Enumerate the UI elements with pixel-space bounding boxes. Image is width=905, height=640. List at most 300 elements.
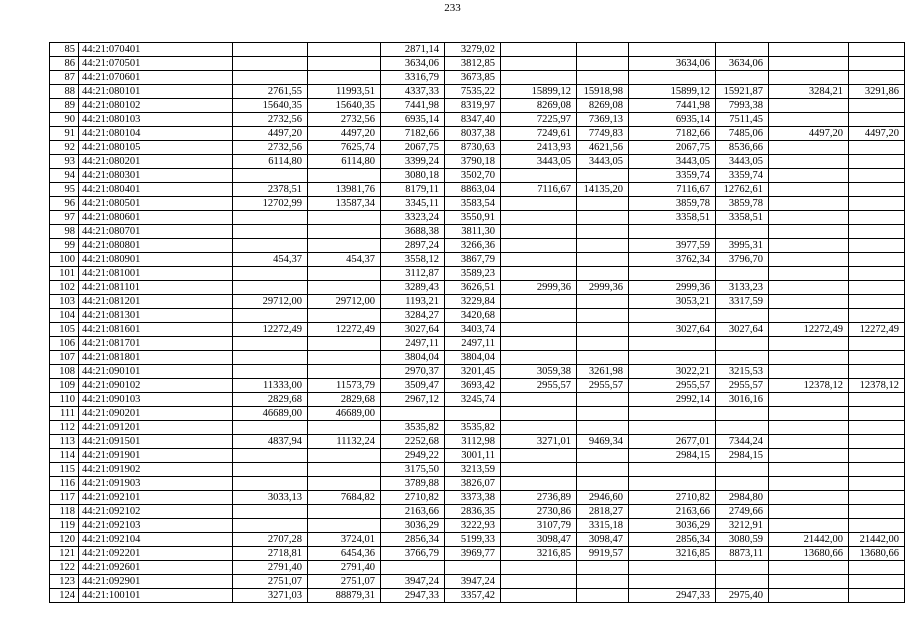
value-cell: 3826,07	[445, 477, 501, 491]
value-cell	[577, 169, 629, 183]
value-cell	[849, 99, 905, 113]
row-number-cell: 94	[50, 169, 79, 183]
value-cell: 12762,61	[716, 183, 769, 197]
value-cell: 2791,40	[308, 561, 381, 575]
cadastral-quarter-cell: 44:21:081001	[79, 267, 233, 281]
value-cell	[577, 477, 629, 491]
value-cell: 2710,82	[381, 491, 445, 505]
value-cell	[308, 421, 381, 435]
value-cell	[849, 211, 905, 225]
value-cell: 3212,91	[716, 519, 769, 533]
value-cell: 3266,36	[445, 239, 501, 253]
value-cell	[308, 57, 381, 71]
value-cell: 3535,82	[445, 421, 501, 435]
value-cell: 12272,49	[769, 323, 849, 337]
value-cell	[577, 561, 629, 575]
value-cell: 2955,57	[629, 379, 716, 393]
value-cell: 29712,00	[233, 295, 308, 309]
value-cell: 2999,36	[501, 281, 577, 295]
value-cell	[769, 267, 849, 281]
value-cell: 3216,85	[629, 547, 716, 561]
value-cell	[308, 519, 381, 533]
value-cell: 3358,51	[716, 211, 769, 225]
row-number-cell: 102	[50, 281, 79, 295]
table-row	[50, 421, 905, 435]
value-cell: 8863,04	[445, 183, 501, 197]
value-cell: 3229,84	[445, 295, 501, 309]
value-cell: 2252,68	[381, 435, 445, 449]
value-cell	[849, 589, 905, 603]
cadastral-quarter-cell: 44:21:080701	[79, 225, 233, 239]
value-cell	[629, 477, 716, 491]
table-row	[50, 575, 905, 589]
value-cell: 7344,24	[716, 435, 769, 449]
value-cell: 8347,40	[445, 113, 501, 127]
value-cell	[308, 505, 381, 519]
table-row	[50, 365, 905, 379]
cadastral-quarter-cell: 44:21:092103	[79, 519, 233, 533]
value-cell: 12702,99	[233, 197, 308, 211]
value-cell: 11573,79	[308, 379, 381, 393]
value-cell: 29712,00	[308, 295, 381, 309]
value-cell	[445, 407, 501, 421]
value-cell: 3080,59	[716, 533, 769, 547]
value-cell: 7993,38	[716, 99, 769, 113]
value-cell: 8319,97	[445, 99, 501, 113]
value-cell	[577, 337, 629, 351]
value-cell	[629, 267, 716, 281]
value-cell: 15918,98	[577, 85, 629, 99]
value-cell	[849, 337, 905, 351]
value-cell: 3804,04	[381, 351, 445, 365]
value-cell: 3634,06	[716, 57, 769, 71]
value-cell	[849, 393, 905, 407]
value-cell: 3098,47	[501, 533, 577, 547]
value-cell	[629, 337, 716, 351]
table-row	[50, 477, 905, 491]
value-cell: 3977,59	[629, 239, 716, 253]
row-number-cell: 110	[50, 393, 79, 407]
value-cell: 3036,29	[629, 519, 716, 533]
value-cell: 2751,07	[308, 575, 381, 589]
value-cell: 3969,77	[445, 547, 501, 561]
value-cell	[629, 421, 716, 435]
value-cell: 2677,01	[629, 435, 716, 449]
table-row	[50, 379, 905, 393]
cadastral-quarter-cell: 44:21:092901	[79, 575, 233, 589]
table-row	[50, 267, 905, 281]
table-row	[50, 155, 905, 169]
value-cell	[233, 239, 308, 253]
row-number-cell: 119	[50, 519, 79, 533]
value-cell: 3443,05	[577, 155, 629, 169]
value-cell: 2736,89	[501, 491, 577, 505]
row-number-cell: 122	[50, 561, 79, 575]
row-number-cell: 98	[50, 225, 79, 239]
value-cell	[308, 267, 381, 281]
value-cell: 3357,42	[445, 589, 501, 603]
value-cell: 6935,14	[381, 113, 445, 127]
value-cell: 11333,00	[233, 379, 308, 393]
table-row	[50, 113, 905, 127]
value-cell: 3279,02	[445, 43, 501, 57]
value-cell	[577, 225, 629, 239]
value-cell: 2955,57	[501, 379, 577, 393]
value-cell: 4337,33	[381, 85, 445, 99]
value-cell: 3693,42	[445, 379, 501, 393]
cadastral-quarter-cell: 44:21:100101	[79, 589, 233, 603]
value-cell	[501, 421, 577, 435]
value-cell: 6114,80	[308, 155, 381, 169]
value-cell	[577, 253, 629, 267]
row-number-cell: 118	[50, 505, 79, 519]
value-cell	[577, 309, 629, 323]
table-row	[50, 197, 905, 211]
value-cell: 2946,60	[577, 491, 629, 505]
value-cell: 6454,36	[308, 547, 381, 561]
row-number-cell: 116	[50, 477, 79, 491]
value-cell	[769, 407, 849, 421]
value-cell	[769, 393, 849, 407]
value-cell: 14135,20	[577, 183, 629, 197]
value-cell	[769, 589, 849, 603]
table-row	[50, 57, 905, 71]
value-cell: 3443,05	[716, 155, 769, 169]
value-cell	[849, 71, 905, 85]
cadastral-quarter-cell: 44:21:080801	[79, 239, 233, 253]
value-cell	[501, 253, 577, 267]
row-number-cell: 108	[50, 365, 79, 379]
value-cell: 3535,82	[381, 421, 445, 435]
value-cell: 3033,13	[233, 491, 308, 505]
value-cell: 2707,28	[233, 533, 308, 547]
cadastral-quarter-cell: 44:21:092101	[79, 491, 233, 505]
value-cell	[577, 239, 629, 253]
value-cell: 2949,22	[381, 449, 445, 463]
cadastral-quarter-cell: 44:21:090101	[79, 365, 233, 379]
value-cell	[849, 421, 905, 435]
cadastral-quarter-cell: 44:21:092102	[79, 505, 233, 519]
value-cell: 4497,20	[308, 127, 381, 141]
value-cell	[849, 561, 905, 575]
value-cell: 3112,98	[445, 435, 501, 449]
value-cell: 3271,01	[501, 435, 577, 449]
value-cell	[769, 337, 849, 351]
value-cell: 7625,74	[308, 141, 381, 155]
table-row	[50, 295, 905, 309]
value-cell	[501, 169, 577, 183]
cadastral-values-table	[49, 42, 905, 603]
value-cell	[501, 323, 577, 337]
cadastral-quarter-cell: 44:21:080104	[79, 127, 233, 141]
value-cell: 3790,18	[445, 155, 501, 169]
value-cell: 3634,06	[381, 57, 445, 71]
value-cell: 2955,57	[577, 379, 629, 393]
value-cell: 12378,12	[849, 379, 905, 393]
row-number-cell: 103	[50, 295, 79, 309]
cadastral-quarter-cell: 44:21:092104	[79, 533, 233, 547]
value-cell	[501, 575, 577, 589]
value-cell: 2871,14	[381, 43, 445, 57]
value-cell	[769, 99, 849, 113]
value-cell	[716, 71, 769, 85]
value-cell	[716, 463, 769, 477]
value-cell	[501, 267, 577, 281]
row-number-cell: 107	[50, 351, 79, 365]
value-cell: 2947,33	[381, 589, 445, 603]
value-cell	[769, 197, 849, 211]
row-number-cell: 124	[50, 589, 79, 603]
value-cell	[501, 211, 577, 225]
value-cell: 2730,86	[501, 505, 577, 519]
value-cell	[849, 239, 905, 253]
value-cell: 7749,83	[577, 127, 629, 141]
row-number-cell: 93	[50, 155, 79, 169]
value-cell: 9469,34	[577, 435, 629, 449]
value-cell	[308, 365, 381, 379]
value-cell: 3443,05	[501, 155, 577, 169]
value-cell	[849, 253, 905, 267]
value-cell: 7511,45	[716, 113, 769, 127]
cadastral-quarter-cell: 44:21:080501	[79, 197, 233, 211]
value-cell	[716, 407, 769, 421]
value-cell: 21442,00	[769, 533, 849, 547]
value-cell	[501, 43, 577, 57]
row-number-cell: 92	[50, 141, 79, 155]
value-cell	[233, 421, 308, 435]
table-row	[50, 407, 905, 421]
value-cell	[381, 561, 445, 575]
value-cell	[577, 57, 629, 71]
value-cell: 2732,56	[233, 113, 308, 127]
value-cell	[577, 463, 629, 477]
value-cell: 7441,98	[629, 99, 716, 113]
table-row	[50, 309, 905, 323]
value-cell	[577, 449, 629, 463]
value-cell	[716, 337, 769, 351]
value-cell: 3291,86	[849, 85, 905, 99]
value-cell: 15640,35	[233, 99, 308, 113]
value-cell: 3359,74	[629, 169, 716, 183]
value-cell	[849, 435, 905, 449]
table-row	[50, 449, 905, 463]
value-cell	[716, 421, 769, 435]
row-number-cell: 87	[50, 71, 79, 85]
row-number-cell: 109	[50, 379, 79, 393]
value-cell	[501, 309, 577, 323]
value-cell	[769, 365, 849, 379]
value-cell: 454,37	[308, 253, 381, 267]
cadastral-quarter-cell: 44:21:080102	[79, 99, 233, 113]
value-cell: 2984,15	[629, 449, 716, 463]
table-row	[50, 323, 905, 337]
value-cell	[769, 561, 849, 575]
cadastral-quarter-cell: 44:21:081601	[79, 323, 233, 337]
value-cell: 2163,66	[381, 505, 445, 519]
value-cell	[849, 295, 905, 309]
value-cell	[629, 309, 716, 323]
value-cell: 4497,20	[849, 127, 905, 141]
value-cell: 3107,79	[501, 519, 577, 533]
value-cell	[769, 57, 849, 71]
value-cell	[769, 253, 849, 267]
value-cell: 3804,04	[445, 351, 501, 365]
value-cell: 2999,36	[577, 281, 629, 295]
value-cell	[769, 169, 849, 183]
row-number-cell: 121	[50, 547, 79, 561]
value-cell	[629, 43, 716, 57]
value-cell: 3812,85	[445, 57, 501, 71]
value-cell: 8269,08	[577, 99, 629, 113]
value-cell: 3080,18	[381, 169, 445, 183]
row-number-cell: 114	[50, 449, 79, 463]
value-cell	[769, 281, 849, 295]
table-row	[50, 281, 905, 295]
row-number-cell: 105	[50, 323, 79, 337]
cadastral-quarter-cell: 44:21:090103	[79, 393, 233, 407]
value-cell	[233, 169, 308, 183]
value-cell	[849, 351, 905, 365]
value-cell: 7369,13	[577, 113, 629, 127]
value-cell: 2818,27	[577, 505, 629, 519]
value-cell: 3201,45	[445, 365, 501, 379]
value-cell: 3261,98	[577, 365, 629, 379]
value-cell	[769, 449, 849, 463]
cadastral-quarter-cell: 44:21:080601	[79, 211, 233, 225]
value-cell: 4837,94	[233, 435, 308, 449]
value-cell	[308, 211, 381, 225]
value-cell: 3558,12	[381, 253, 445, 267]
value-cell	[849, 309, 905, 323]
cadastral-quarter-cell: 44:21:081701	[79, 337, 233, 351]
value-cell: 2947,33	[629, 589, 716, 603]
value-cell: 13587,34	[308, 197, 381, 211]
cadastral-quarter-cell: 44:21:080105	[79, 141, 233, 155]
value-cell	[849, 155, 905, 169]
value-cell: 3016,16	[716, 393, 769, 407]
value-cell: 3995,31	[716, 239, 769, 253]
value-cell: 3867,79	[445, 253, 501, 267]
value-cell: 2732,56	[308, 113, 381, 127]
value-cell: 8269,08	[501, 99, 577, 113]
value-cell	[769, 183, 849, 197]
value-cell: 11993,51	[308, 85, 381, 99]
value-cell: 2967,12	[381, 393, 445, 407]
value-cell: 3766,79	[381, 547, 445, 561]
value-cell	[501, 225, 577, 239]
table-row	[50, 99, 905, 113]
value-cell	[308, 337, 381, 351]
row-number-cell: 123	[50, 575, 79, 589]
value-cell	[769, 113, 849, 127]
value-cell: 6114,80	[233, 155, 308, 169]
value-cell: 3245,74	[445, 393, 501, 407]
value-cell: 8536,66	[716, 141, 769, 155]
cadastral-quarter-cell: 44:21:090201	[79, 407, 233, 421]
value-cell	[629, 407, 716, 421]
value-cell: 7485,06	[716, 127, 769, 141]
table-row	[50, 533, 905, 547]
value-cell: 3027,64	[629, 323, 716, 337]
value-cell	[233, 225, 308, 239]
value-cell	[233, 477, 308, 491]
value-cell: 13981,76	[308, 183, 381, 197]
value-cell	[577, 351, 629, 365]
value-cell	[233, 505, 308, 519]
table-row	[50, 169, 905, 183]
table-row	[50, 393, 905, 407]
value-cell: 2970,37	[381, 365, 445, 379]
cadastral-quarter-cell: 44:21:070501	[79, 57, 233, 71]
value-cell	[381, 407, 445, 421]
value-cell	[716, 309, 769, 323]
value-cell	[308, 43, 381, 57]
value-cell: 7535,22	[445, 85, 501, 99]
value-cell: 3027,64	[716, 323, 769, 337]
table-row	[50, 561, 905, 575]
value-cell: 3358,51	[629, 211, 716, 225]
table-row	[50, 435, 905, 449]
value-cell: 2497,11	[381, 337, 445, 351]
value-cell	[501, 477, 577, 491]
value-cell	[233, 463, 308, 477]
value-cell	[849, 407, 905, 421]
value-cell: 8037,38	[445, 127, 501, 141]
value-cell: 11132,24	[308, 435, 381, 449]
value-cell: 3359,74	[716, 169, 769, 183]
value-cell	[849, 281, 905, 295]
row-number-cell: 117	[50, 491, 79, 505]
value-cell	[849, 43, 905, 57]
value-cell	[233, 267, 308, 281]
cadastral-quarter-cell: 44:21:091501	[79, 435, 233, 449]
row-number-cell: 115	[50, 463, 79, 477]
cadastral-quarter-cell: 44:21:091903	[79, 477, 233, 491]
table-row	[50, 337, 905, 351]
value-cell	[577, 393, 629, 407]
row-number-cell: 101	[50, 267, 79, 281]
value-cell	[233, 281, 308, 295]
row-number-cell: 100	[50, 253, 79, 267]
value-cell	[501, 561, 577, 575]
value-cell	[501, 239, 577, 253]
value-cell: 88879,31	[308, 589, 381, 603]
table-row	[50, 547, 905, 561]
value-cell: 2999,36	[629, 281, 716, 295]
table-row	[50, 211, 905, 225]
value-cell: 8873,11	[716, 547, 769, 561]
value-cell	[308, 463, 381, 477]
value-cell: 15899,12	[501, 85, 577, 99]
value-cell: 2751,07	[233, 575, 308, 589]
value-cell: 7116,67	[629, 183, 716, 197]
value-cell	[308, 309, 381, 323]
value-cell: 3133,23	[716, 281, 769, 295]
value-cell: 2856,34	[629, 533, 716, 547]
value-cell	[629, 71, 716, 85]
cadastral-quarter-cell: 44:21:090102	[79, 379, 233, 393]
value-cell: 2955,57	[716, 379, 769, 393]
value-cell	[716, 575, 769, 589]
value-cell	[233, 337, 308, 351]
value-cell	[769, 239, 849, 253]
table-row	[50, 491, 905, 505]
value-cell	[577, 421, 629, 435]
value-cell	[233, 365, 308, 379]
value-cell: 3098,47	[577, 533, 629, 547]
value-cell: 2710,82	[629, 491, 716, 505]
value-cell: 7684,82	[308, 491, 381, 505]
